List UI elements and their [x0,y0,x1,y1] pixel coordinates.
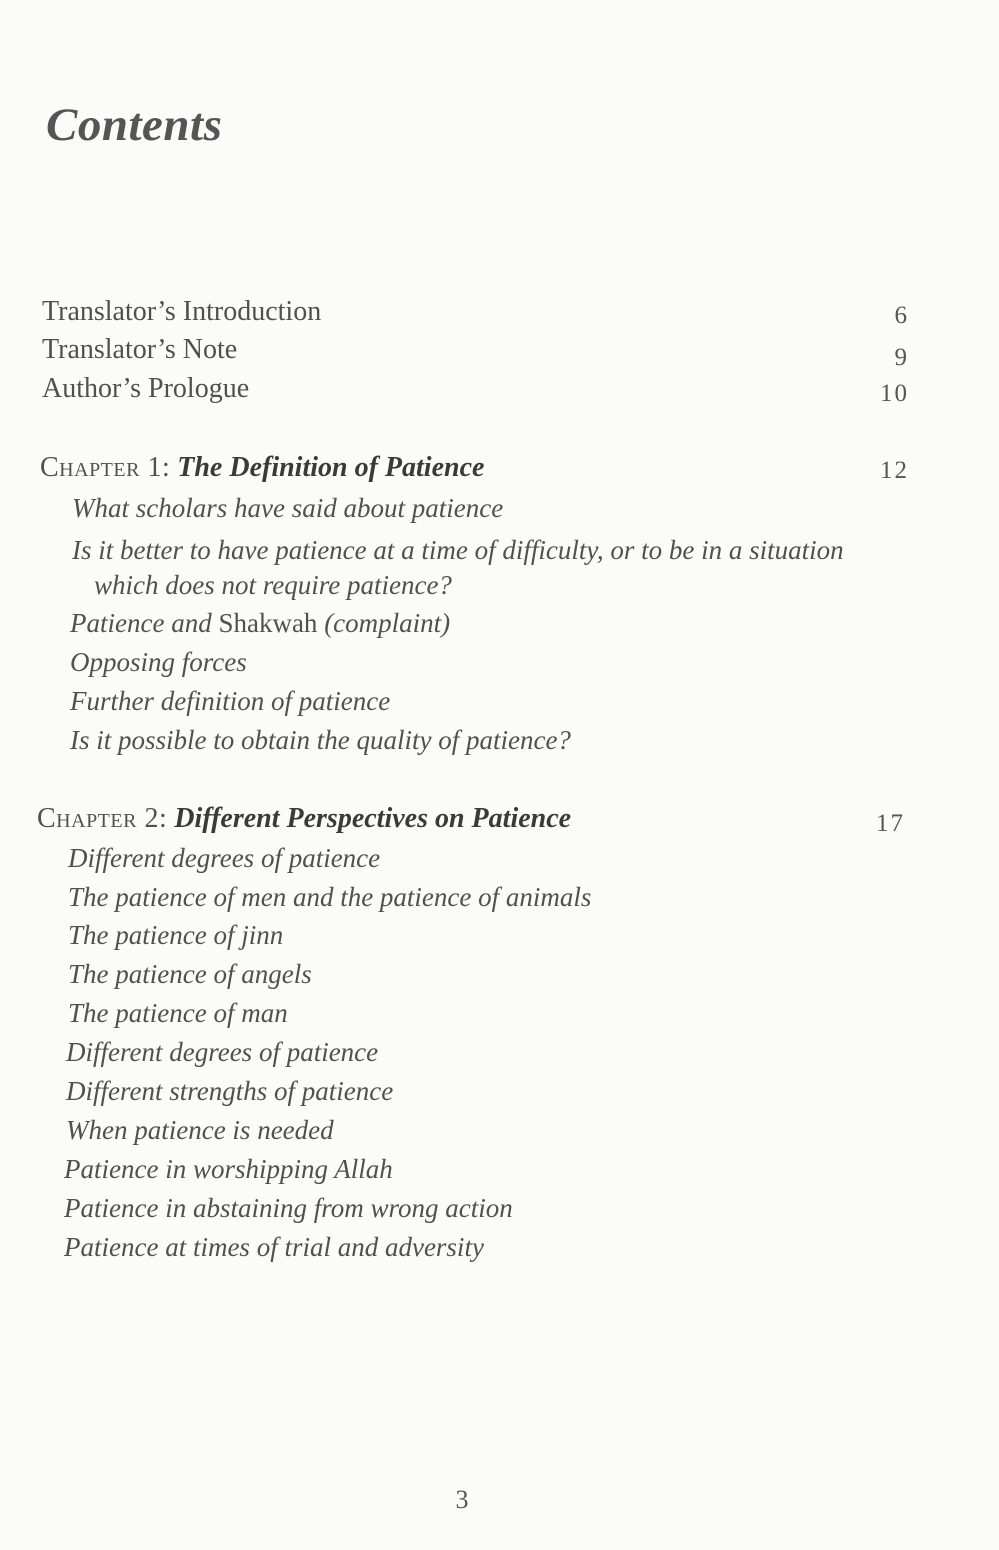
section-label: Different degrees of patience [68,843,381,873]
section-label: Different strengths of patience [66,1076,394,1106]
toc-entry-label: Translator’s Introduction [42,296,322,327]
chapter-entry[interactable] [0,450,999,486]
section-label: Is it possible to obtain the quality of patience? [70,725,571,755]
section-entry[interactable] [0,995,999,1031]
chapter-page: 17 [876,810,905,837]
section-entry[interactable] [0,1151,999,1187]
toc-entry-label: Translator’s Note [42,334,238,365]
section-label: Patience in worshipping Allah [64,1154,393,1184]
section-entry[interactable] [0,1034,999,1070]
toc-entry-label: Author’s Prologue [42,373,250,404]
section-label: The patience of man [68,998,288,1028]
toc-entry[interactable] [0,294,999,330]
section-label: Patience at times of trial and adversity [64,1232,484,1262]
section-entry[interactable] [0,1112,999,1148]
section-entry[interactable] [0,683,999,719]
section-entry[interactable] [0,1073,999,1109]
chapter-entry[interactable] [0,801,999,837]
section-label: Opposing forces [70,647,247,677]
section-entry[interactable] [0,532,999,568]
section-label: What scholars have said about patience [72,493,504,523]
section-label: The patience of angels [68,959,312,989]
section-label: Is it better to have patience at a time of difficulty, or to be in a situation [72,535,844,565]
chapter-title: Different Perspectives on Patience [174,803,572,834]
section-label: which does not require patience? [94,570,452,600]
toc-entry-page: 10 [880,380,909,407]
section-label: Patience in abstaining from wrong action [64,1193,513,1223]
section-entry[interactable] [0,722,999,758]
section-entry[interactable] [0,917,999,953]
chapter-title: The Definition of Patience [177,452,485,483]
chapter-page: 12 [880,457,909,484]
toc-entry-page: 9 [894,344,909,371]
section-entry[interactable] [0,1229,999,1265]
section-label: When patience is needed [66,1115,334,1145]
toc-entry[interactable] [0,371,999,407]
section-entry[interactable] [0,840,999,876]
section-entry[interactable] [0,879,999,915]
section-entry[interactable] [0,1190,999,1226]
toc-entry-page: 6 [894,302,909,329]
section-label: The patience of jinn [68,920,284,950]
section-entry[interactable] [0,605,999,641]
page-number: 3 [455,1485,469,1514]
section-entry[interactable] [0,490,999,526]
chapter-prefix: Chapter 2: [37,803,168,834]
chapter-prefix: Chapter 1: [40,452,171,483]
section-label: Different degrees of patience [66,1037,379,1067]
section-entry-continued[interactable] [0,567,999,603]
toc-entry[interactable] [0,332,999,371]
section-label: The patience of men and the patience of animals [68,882,592,912]
section-label: Patience and Shakwah (complaint) [70,608,451,638]
page-title: Contents [46,99,223,151]
section-entry[interactable] [0,956,999,992]
section-label: Further definition of patience [70,686,391,716]
section-entry[interactable] [0,644,999,680]
